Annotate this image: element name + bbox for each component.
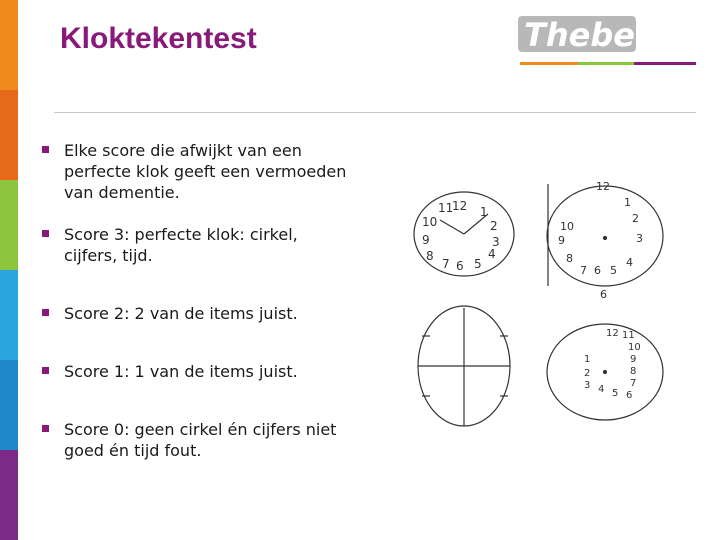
svg-text:12: 12 xyxy=(452,199,468,213)
svg-text:5: 5 xyxy=(612,388,619,399)
svg-text:5: 5 xyxy=(610,264,617,277)
svg-text:10: 10 xyxy=(628,342,641,353)
svg-text:6: 6 xyxy=(456,259,464,273)
svg-text:6: 6 xyxy=(626,390,633,401)
svg-text:1: 1 xyxy=(584,354,591,365)
bullet-text: Score 2: 2 van de items juist. xyxy=(64,304,298,323)
left-color-bar xyxy=(0,0,18,540)
bullet-marker xyxy=(42,309,49,316)
bullet-item xyxy=(42,224,352,266)
svg-text:7: 7 xyxy=(630,378,637,389)
clock-drawing-score-3 xyxy=(414,192,514,276)
svg-text:12: 12 xyxy=(596,180,610,193)
svg-text:6: 6 xyxy=(594,264,601,277)
svg-text:7: 7 xyxy=(580,264,587,277)
svg-text:3: 3 xyxy=(584,380,591,391)
svg-text:9: 9 xyxy=(422,233,430,247)
bullet-marker xyxy=(42,367,49,374)
svg-text:9: 9 xyxy=(630,354,637,365)
bullet-marker xyxy=(42,146,49,153)
bullet-item xyxy=(42,361,352,382)
clock-drawing-score-1 xyxy=(418,306,510,426)
bullet-text: Elke score die afwijkt van een perfecte klok geeft een vermoeden van dementie. xyxy=(64,141,347,202)
bullet-text: Score 0: geen cirkel én cijfers niet goed én tijd fout. xyxy=(64,420,337,460)
svg-text:8: 8 xyxy=(630,366,637,377)
thebe-logo xyxy=(516,12,698,70)
svg-text:7: 7 xyxy=(442,257,450,271)
clock-drawings xyxy=(400,176,690,432)
svg-text:11: 11 xyxy=(622,330,635,341)
bullet-item xyxy=(42,303,352,324)
svg-text:10: 10 xyxy=(560,220,574,233)
svg-text:4: 4 xyxy=(626,256,633,269)
bullet-list xyxy=(42,140,352,461)
svg-text:5: 5 xyxy=(474,257,482,271)
svg-text:2: 2 xyxy=(490,219,498,233)
bullet-item xyxy=(42,419,352,461)
svg-text:3: 3 xyxy=(492,235,500,249)
bullet-text: Score 1: 1 van de items juist. xyxy=(64,362,298,381)
svg-text:1: 1 xyxy=(480,205,488,219)
svg-text:Thebe: Thebe xyxy=(524,16,635,54)
svg-text:1: 1 xyxy=(624,196,631,209)
svg-text:4: 4 xyxy=(598,384,605,395)
svg-text:6: 6 xyxy=(600,288,607,301)
svg-text:11: 11 xyxy=(438,201,454,215)
svg-text:2: 2 xyxy=(632,212,639,225)
svg-text:3: 3 xyxy=(636,232,643,245)
bullet-marker xyxy=(42,230,49,237)
svg-text:10: 10 xyxy=(422,215,438,229)
svg-text:9: 9 xyxy=(558,234,565,247)
svg-text:8: 8 xyxy=(426,249,434,263)
svg-text:4: 4 xyxy=(488,247,496,261)
svg-text:12: 12 xyxy=(606,328,619,339)
header-divider xyxy=(54,112,696,113)
slide-title: Kloktekentest xyxy=(60,22,257,55)
bullet-item xyxy=(42,140,352,203)
clock-drawing-score-0 xyxy=(547,324,663,420)
bullet-marker xyxy=(42,425,49,432)
svg-text:2: 2 xyxy=(584,368,591,379)
bullet-text: Score 3: perfecte klok: cirkel, cijfers, tijd. xyxy=(64,225,298,265)
clock-drawing-score-2 xyxy=(547,180,663,301)
svg-text:8: 8 xyxy=(566,252,573,265)
